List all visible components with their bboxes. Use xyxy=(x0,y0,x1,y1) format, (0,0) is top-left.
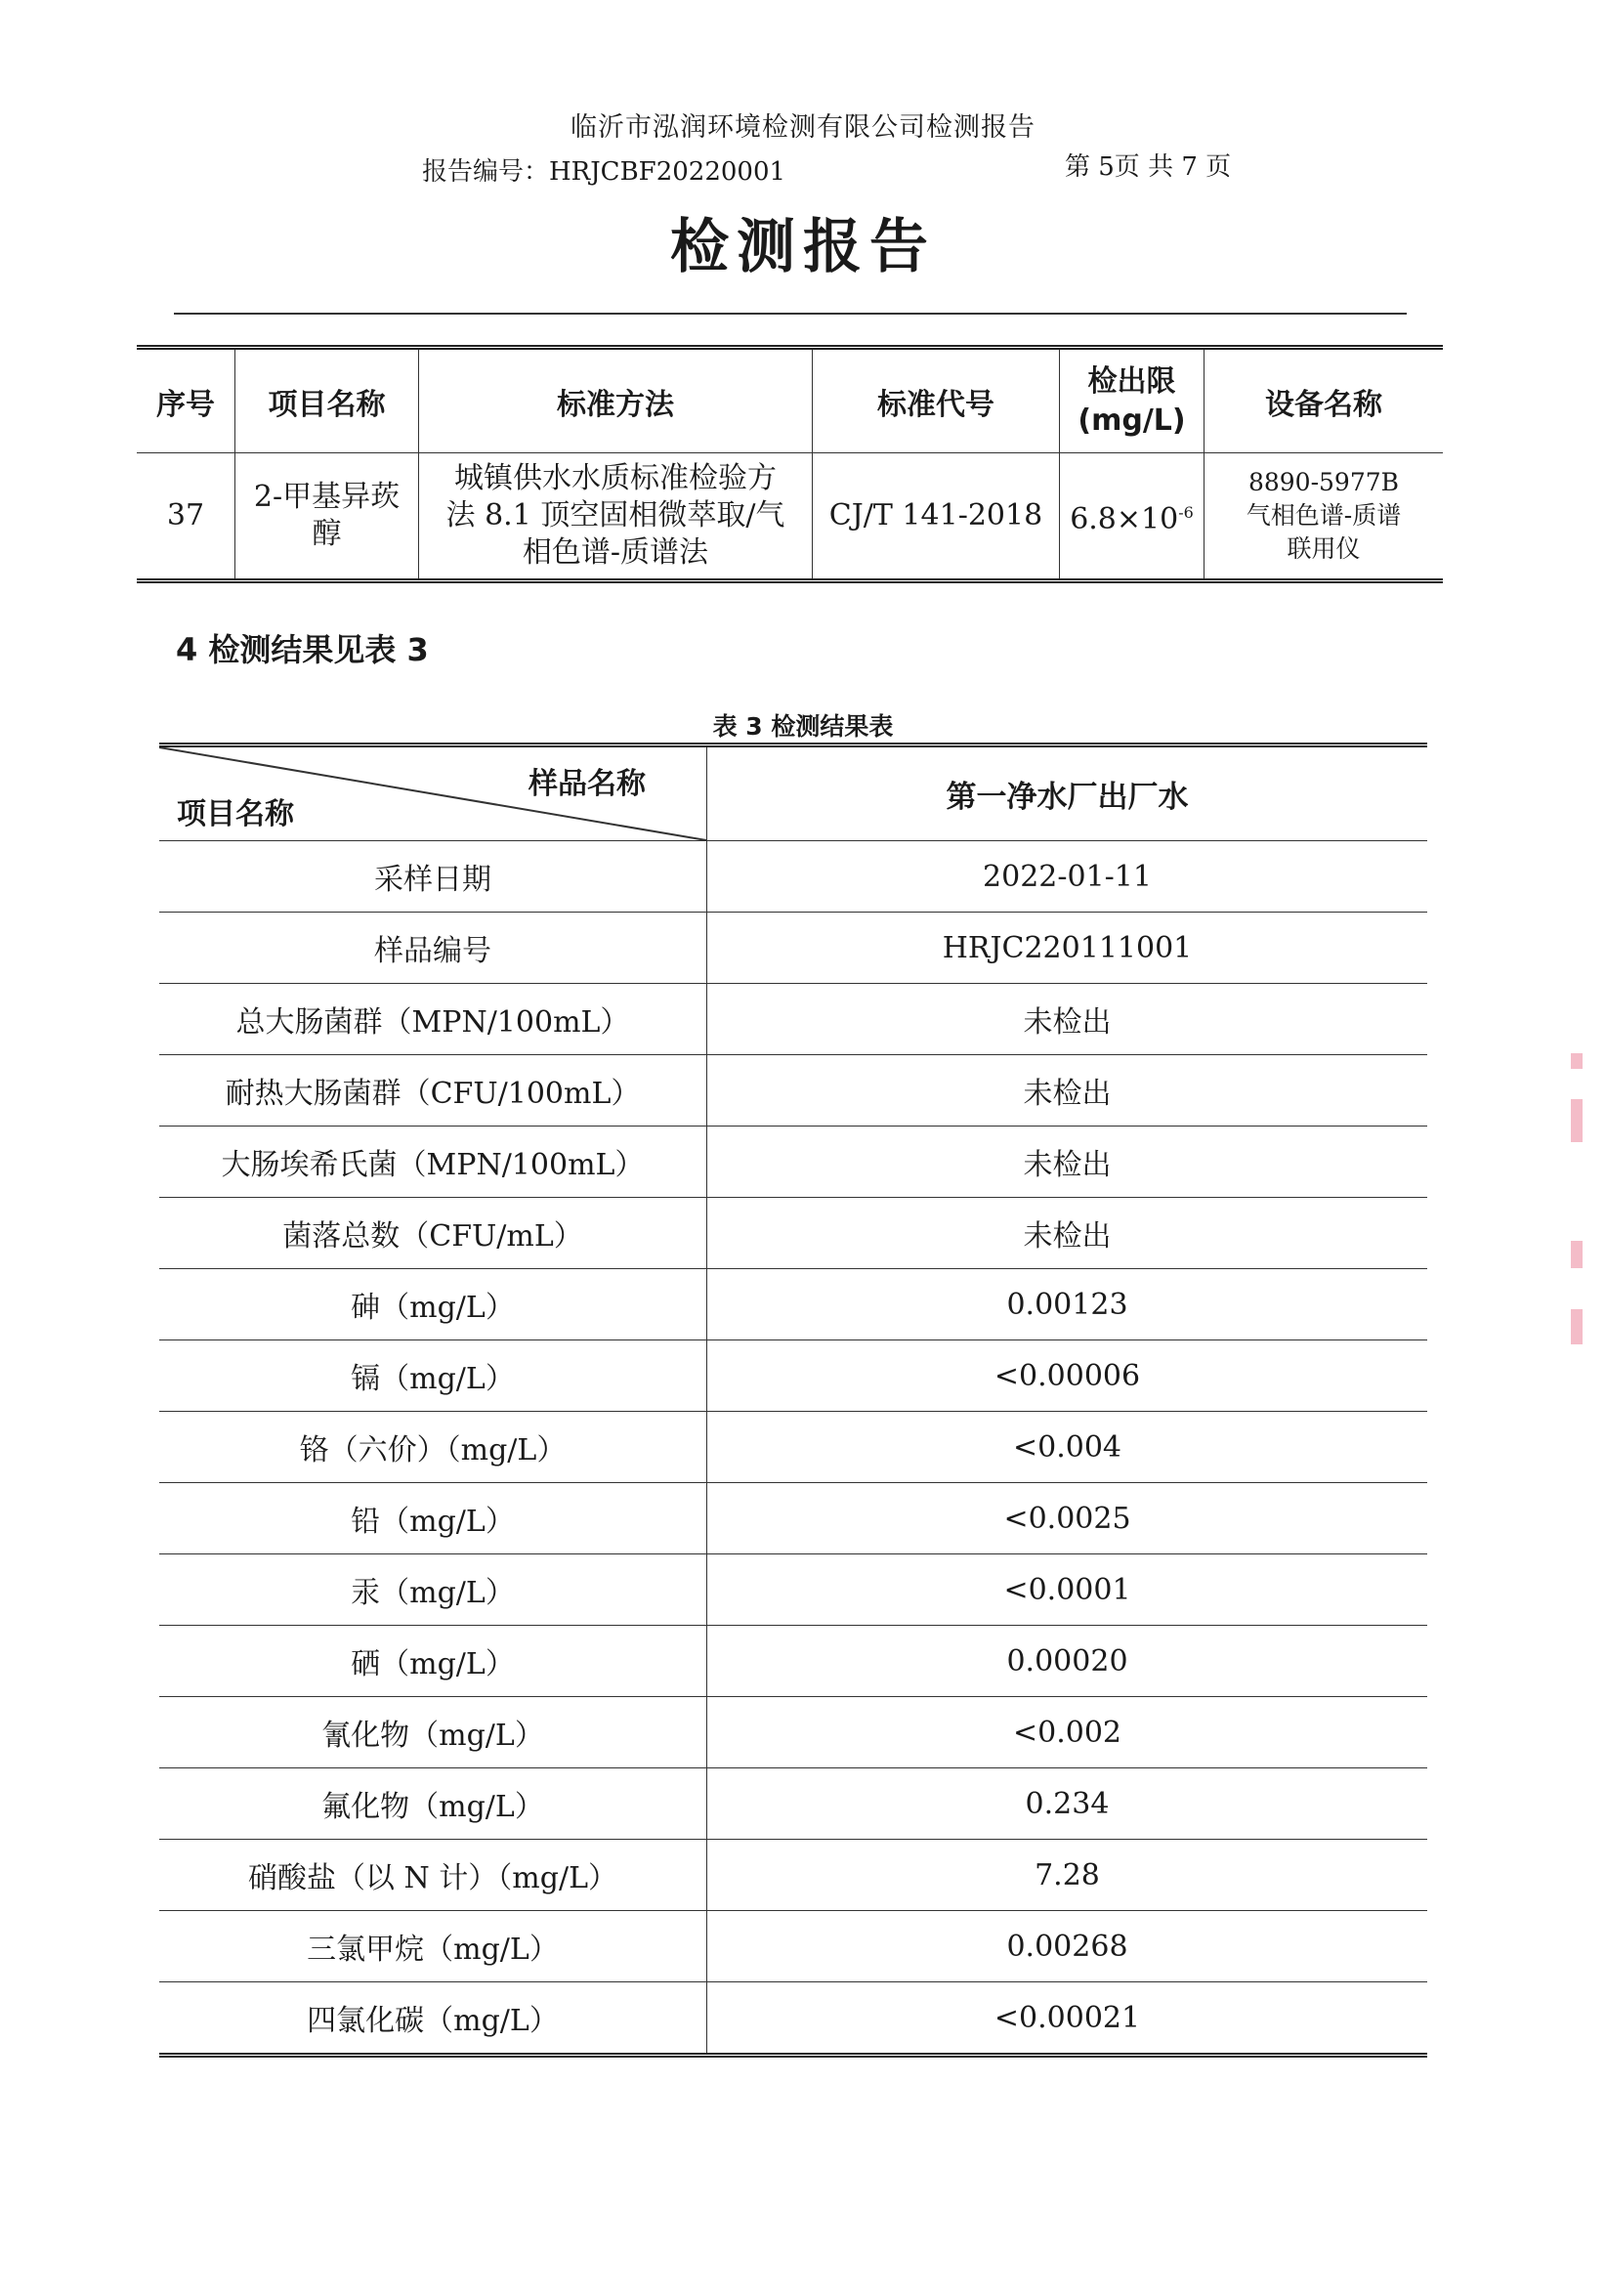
diagonal-header-cell xyxy=(159,745,707,841)
row-label: 氟化物（mg/L） xyxy=(159,1768,707,1840)
row-item xyxy=(235,453,419,581)
table-row xyxy=(159,984,1427,1055)
row-label: 砷（mg/L） xyxy=(159,1269,707,1340)
title-divider xyxy=(174,313,1407,315)
sample-name-header: 第一净水厂出厂水 xyxy=(707,745,1428,841)
table-caption: 表 3 检测结果表 xyxy=(712,712,894,741)
row-value: 未检出 xyxy=(707,1055,1428,1127)
row-value: <0.002 xyxy=(707,1697,1428,1768)
table-row xyxy=(159,841,1427,913)
row-label: 样品编号 xyxy=(159,913,707,984)
company-report-header: 临沂市泓润环境检测有限公司检测报告 xyxy=(571,112,1035,143)
row-item-line2: 醇 xyxy=(312,517,342,551)
row-limit-exp: -6 xyxy=(1178,502,1194,522)
table-row xyxy=(159,1269,1427,1340)
section-heading: 4 检测结果见表 3 xyxy=(176,631,429,668)
table-row xyxy=(159,1554,1427,1626)
row-method xyxy=(419,453,813,581)
row-value: HRJC220111001 xyxy=(707,913,1428,984)
stamp-mark xyxy=(1571,1309,1583,1344)
page-title: 检测报告 xyxy=(670,213,936,281)
row-value: <0.00021 xyxy=(707,1982,1428,2056)
results-header-row xyxy=(159,745,1427,841)
row-method-line3: 相色谱-质谱法 xyxy=(522,535,709,570)
row-value: 未检出 xyxy=(707,1127,1428,1198)
row-seq: 37 xyxy=(137,453,235,581)
table-row xyxy=(159,1127,1427,1198)
stamp-mark xyxy=(1571,1053,1583,1069)
row-code: CJ/T 141-2018 xyxy=(813,453,1060,581)
diag-sample-name-label: 样品名称 xyxy=(528,767,646,801)
header-code: 标准代号 xyxy=(813,348,1060,453)
row-value: 0.00268 xyxy=(707,1911,1428,1982)
table-row xyxy=(159,1840,1427,1911)
row-label: 硝酸盐（以 N 计）（mg/L） xyxy=(159,1840,707,1911)
row-equipment-line1: 8890-5977B xyxy=(1247,468,1400,496)
report-number: 报告编号：HRJCBF20220001 xyxy=(422,157,786,187)
row-label: 耐热大肠菌群（CFU/100mL） xyxy=(159,1055,707,1127)
row-label: 总大肠菌群（MPN/100mL） xyxy=(159,984,707,1055)
row-label: 三氯甲烷（mg/L） xyxy=(159,1911,707,1982)
method-table xyxy=(137,345,1443,583)
row-value: 0.234 xyxy=(707,1768,1428,1840)
diag-item-name-label: 项目名称 xyxy=(177,797,294,831)
row-equipment xyxy=(1204,453,1444,581)
row-label: 氰化物（mg/L） xyxy=(159,1697,707,1768)
row-limit-base: 6.8×10 xyxy=(1070,501,1179,536)
page-info: 第 5页 共 7 页 xyxy=(1065,152,1232,182)
row-limit xyxy=(1060,453,1204,581)
table-row xyxy=(159,1055,1427,1127)
header-limit-line1: 检出限 xyxy=(1087,363,1176,399)
header-item: 项目名称 xyxy=(235,348,419,453)
row-value: <0.0025 xyxy=(707,1483,1428,1554)
method-table-header-row xyxy=(137,348,1443,453)
row-value: <0.0001 xyxy=(707,1554,1428,1626)
row-label: 铅（mg/L） xyxy=(159,1483,707,1554)
row-method-line1: 城镇供水水质标准检验方 xyxy=(454,461,777,495)
table-row xyxy=(159,1412,1427,1483)
row-label: 硒（mg/L） xyxy=(159,1626,707,1697)
results-table xyxy=(159,743,1427,2058)
row-label: 采样日期 xyxy=(159,841,707,913)
table-row xyxy=(159,1982,1427,2056)
row-label: 大肠埃希氏菌（MPN/100mL） xyxy=(159,1127,707,1198)
table-row xyxy=(159,1626,1427,1697)
table-row xyxy=(159,1697,1427,1768)
row-value: 未检出 xyxy=(707,984,1428,1055)
header-seq: 序号 xyxy=(137,348,235,453)
row-equipment-line3: 联用仪 xyxy=(1287,534,1361,563)
row-method-line2: 法 8.1 顶空固相微萃取/气 xyxy=(445,498,785,532)
header-equipment: 设备名称 xyxy=(1204,348,1444,453)
row-label: 镉（mg/L） xyxy=(159,1340,707,1412)
row-label: 铬（六价）（mg/L） xyxy=(159,1412,707,1483)
method-table-row xyxy=(137,453,1443,581)
row-label: 汞（mg/L） xyxy=(159,1554,707,1626)
row-value: 未检出 xyxy=(707,1198,1428,1269)
row-value: 7.28 xyxy=(707,1840,1428,1911)
table-row xyxy=(159,1340,1427,1412)
row-equipment-line2: 气相色谱-质谱 xyxy=(1246,501,1402,530)
row-value: 2022-01-11 xyxy=(707,841,1428,913)
header-method: 标准方法 xyxy=(419,348,813,453)
header-limit-line2: (mg/L) xyxy=(1078,403,1186,438)
stamp-mark xyxy=(1571,1099,1583,1142)
table-row xyxy=(159,1198,1427,1269)
table-row xyxy=(159,1911,1427,1982)
row-value: 0.00020 xyxy=(707,1626,1428,1697)
row-value: <0.00006 xyxy=(707,1340,1428,1412)
table-row xyxy=(159,1483,1427,1554)
row-value: 0.00123 xyxy=(707,1269,1428,1340)
row-label: 四氯化碳（mg/L） xyxy=(159,1982,707,2056)
stamp-mark xyxy=(1571,1241,1583,1268)
row-value: <0.004 xyxy=(707,1412,1428,1483)
row-item-line1: 2-甲基异莰 xyxy=(253,480,401,514)
header-limit xyxy=(1060,348,1204,453)
table-row xyxy=(159,913,1427,984)
row-label: 菌落总数（CFU/mL） xyxy=(159,1198,707,1269)
table-row xyxy=(159,1768,1427,1840)
